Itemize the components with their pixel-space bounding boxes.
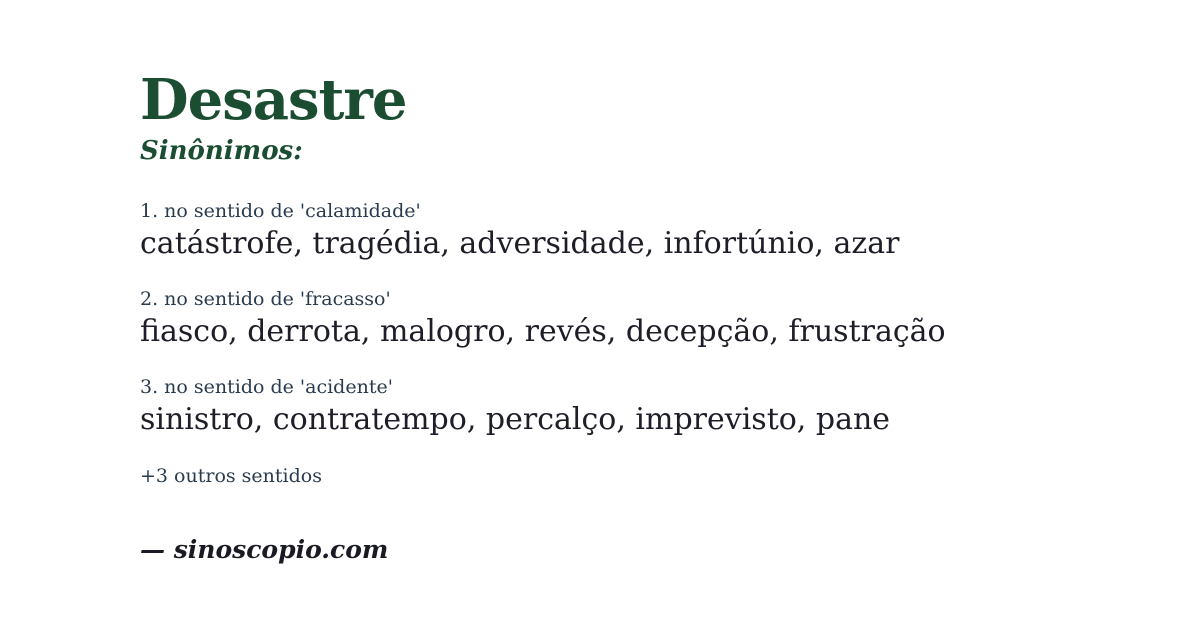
sense-group-2 bbox=[140, 288, 1140, 350]
sense-synonyms: fiasco, derrota, malogro, revés, decepção, frustração bbox=[140, 313, 946, 349]
sense-label: 1. no sentido de 'calamidade' bbox=[140, 200, 421, 223]
site-attribution: — sinoscopio.com bbox=[140, 535, 389, 565]
synonyms-subtitle: Sinônimos: bbox=[140, 136, 303, 166]
sense-group-1 bbox=[140, 200, 1140, 262]
page-title: Desastre bbox=[140, 67, 407, 133]
sense-label: 3. no sentido de 'acidente' bbox=[140, 375, 393, 398]
sense-group-3 bbox=[140, 376, 1140, 438]
more-senses-note: +3 outros sentidos bbox=[140, 464, 322, 487]
sense-label: 2. no sentido de 'fracasso' bbox=[140, 287, 391, 310]
sense-synonyms: catástrofe, tragédia, adversidade, infortúnio, azar bbox=[140, 225, 900, 261]
sense-synonyms: sinistro, contratempo, percalço, imprevisto, pane bbox=[140, 401, 891, 437]
